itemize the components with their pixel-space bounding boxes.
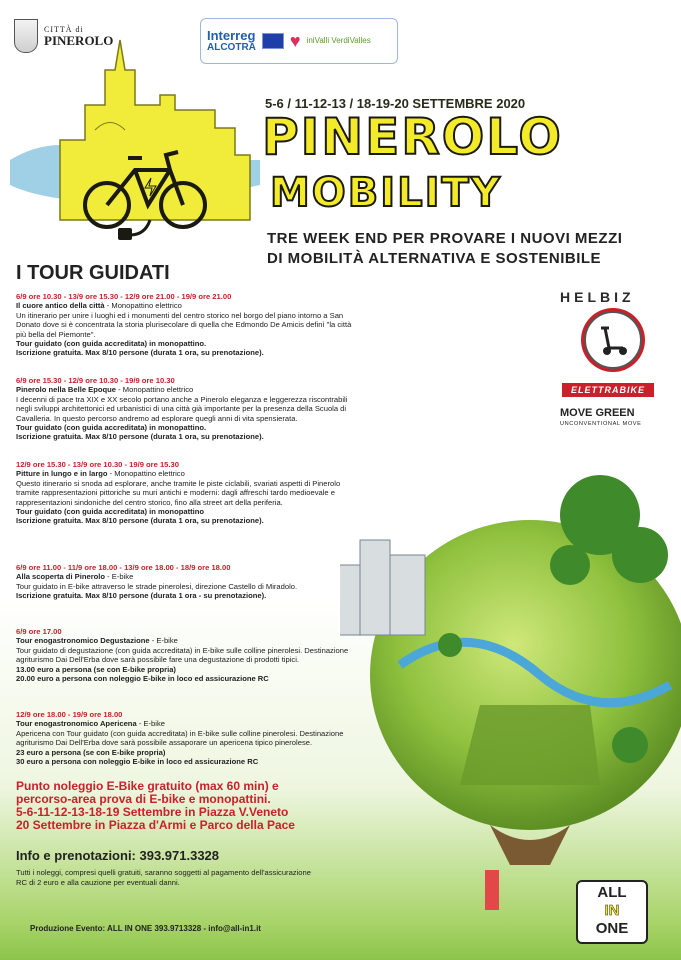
planet-roots (490, 825, 570, 865)
event-subtitle-line-2: DI MOBILITÀ ALTERNATIVA E SOSTENIBILE (267, 250, 602, 267)
stem-stripes (485, 870, 499, 910)
allinone-word-2: IN (604, 902, 620, 919)
scooter-icon (595, 322, 631, 358)
movegreen-label: MOVE GREEN (560, 407, 635, 419)
tour-name: Tour enogastronomico Apericena (16, 719, 137, 729)
tour-description: I decenni di pace tra XIX e XX secolo portano anche a Pinerolo eleganza e leggerezza riscontrabili negli sviluppi architettonici ed urbanistici di una città già importante per la presenza della Scuola di Cavalleria. In questo percorso andremo ad esplorare quegli anni di vita spensierata. (16, 394, 348, 423)
helbiz-logo: HELBIZ (560, 289, 635, 305)
tour-item (16, 292, 356, 358)
rental-line-3: 5-6-11-12-13-18-19 Settembre in Piazza V.Veneto (16, 805, 289, 819)
rental-disclaimer: Tutti i noleggi, compresi quelli gratuiti, saranno soggetti al pagamento dell'assicurazione RC di 2 euro e alla cauzione per eventuali danni. (16, 868, 311, 887)
rental-line-2: percorso-area prova di E-bike e monopattini. (16, 792, 271, 806)
tour-detail-2: Iscrizione gratuita. Max 8/10 persone (durata 1 ora, su prenotazione). (16, 432, 264, 442)
tour-dates: 6/9 ore 17.00 (16, 627, 62, 636)
event-subtitle-line-1: TRE WEEK END PER PROVARE I NUOVI MEZZI (267, 230, 623, 247)
tour-dates: 12/9 ore 15.30 - 13/9 ore 10.30 - 19/9 ore 15.30 (16, 460, 179, 469)
alcotra-label: ALCOTRA (207, 42, 256, 54)
tour-detail-2: Iscrizione gratuita. Max 8/10 persone (durata 1 ora, su prenotazione). (16, 348, 264, 358)
plug-icon (118, 228, 132, 240)
heart-icon: ♥ (289, 30, 301, 51)
rental-line-4: 20 Settembre in Piazza d'Armi e Parco della Pace (16, 818, 295, 832)
tour-detail-1: Tour guidato (con guida accreditata) in monopattino. (16, 423, 207, 433)
tour-name: Pinerolo nella Belle Epoque (16, 385, 117, 395)
vineyard-field (460, 705, 600, 785)
scooter-club-logo (584, 311, 642, 369)
tour-item (16, 627, 356, 683)
tour-name: Alla scoperta di Pinerolo (16, 572, 106, 582)
city-name-label: PINEROLO (44, 32, 114, 48)
tour-vehicle: - E-bike (149, 636, 178, 646)
plug-cable-icon (130, 220, 150, 235)
tour-vehicle: - Monopattino elettrico (116, 385, 194, 395)
tour-item (16, 710, 356, 766)
allinone-word-1: ALL (597, 884, 627, 901)
tour-name: Il cuore antico della città (16, 301, 105, 311)
tour-item (16, 376, 356, 442)
tour-description: Apericena con Tour guidato (con guida accreditata) in E-bike sulle colline pinerolesi. Destinazione agriturismo Dai Dell'Erba dove sarà possibile assaporare un apericena tipico pinerolese. (16, 728, 344, 748)
info-and-booking: Info e prenotazioni: 393.971.3328 (16, 848, 220, 863)
tour-description: Un itinerario per unire i luoghi ed i monumenti del centro storico nel borgo del piano intorno a San Donato dove si è concentrata la storia plurisecolare di quella che Edmondo De Amicis definì "la città più bella del Piemonte". (16, 310, 352, 339)
tour-detail-1: 23 euro a persona (se con E-bike propria) (16, 747, 166, 757)
tour-item (16, 563, 356, 601)
rental-line-1: Punto noleggio E-Bike gratuito (max 60 min) e (16, 779, 279, 793)
tour-description: Tour guidato di degustazione (con guida accreditata) in E-bike sulle colline pinerolesi. Destinazione agriturismo Dai Dell'Erba dove sarà possibile fare una degustazione di prodotti tipici. (16, 645, 349, 665)
tour-detail-2: Iscrizione gratuita. Max 8/10 persone (durata 1 ora, su prenotazione). (16, 516, 264, 526)
city-skyline-illustration (0, 10, 270, 250)
tour-dates: 12/9 ore 18.00 - 19/9 ore 18.00 (16, 710, 123, 719)
city-buildings (340, 540, 425, 635)
tour-item (16, 460, 356, 526)
tour-detail-2: Iscrizione gratuita. Max 8/10 persone (durata 1 ora - su prenotazione). (16, 591, 267, 601)
tour-description: Questo itinerario si snoda ad esplorare, anche tramite le piste ciclabili, svariati aspetti di Pinerolo tramite rappresentazioni pittoriche su muri antichi e moderni: dagli affreschi tardo medioevale e rappresentazioni sindoniche del centro storico, fino alla street art della periferia. (16, 478, 341, 507)
movegreen-logo (560, 408, 670, 430)
interreg-label: Interreg (207, 27, 256, 43)
tour-name: Tour enogastronomico Degustazione (16, 636, 150, 646)
tours-section-heading: I TOUR GUIDATI (16, 262, 170, 284)
event-dates: 5-6 / 11-12-13 / 18-19-20 SETTEMBRE 2020 (265, 96, 526, 111)
tour-dates: 6/9 ore 10.30 - 13/9 ore 15.30 - 12/9 ore 21.00 - 19/9 ore 21.00 (16, 292, 232, 301)
valli-label: iniValli VerdiValles (306, 35, 371, 45)
green-planet-illustration (340, 445, 681, 915)
city-small-label: CITTÀ di (44, 24, 84, 34)
event-producer: Produzione Evento: ALL IN ONE 393.9713328 - info@all-in1.it (30, 924, 261, 933)
tour-vehicle: - E-bike (136, 719, 165, 729)
allinone-word-3: ONE (595, 920, 629, 937)
rental-info (16, 780, 356, 832)
tour-detail-2: 20.00 euro a persona con noleggio E-bike in loco ed assicurazione RC (16, 674, 269, 684)
elettrabike-logo: ELETTRABIKE (562, 383, 654, 397)
tour-description: Tour guidato in E-bike attraverso le strade pinerolesi, direzione Castello di Miradolo. (16, 581, 298, 591)
tour-dates: 6/9 ore 11.00 - 11/9 ore 18.00 - 13/9 ore 18.00 - 18/9 ore 18.00 (16, 563, 231, 572)
tour-detail-1: 13.00 euro a persona (se con E-bike propria) (16, 664, 176, 674)
tour-detail-2: 30 euro a persona con noleggio E-bike in loco ed assicurazione RC (16, 757, 259, 767)
tour-detail-1: Tour guidato (con guida accreditata) in monopattino. (16, 339, 207, 349)
tour-vehicle: - Monopattino elettrico (104, 301, 182, 311)
tour-detail-1: Tour guidato (con guida accreditata) in monopattino (16, 507, 205, 517)
movegreen-tagline: UNCONVENTIONAL MOVE (560, 421, 642, 427)
event-title-line-2: MOBILITY (270, 170, 502, 216)
event-title-line-1: PINEROLO (262, 108, 563, 166)
all-in-one-logo (576, 880, 648, 944)
tour-name: Pitture in lungo e in largo (16, 469, 108, 479)
tour-vehicle: - Monopattino elettrico (107, 469, 185, 479)
tour-vehicle: - E-bike (105, 572, 134, 582)
tour-dates: 6/9 ore 15.30 - 12/9 ore 10.30 - 19/9 ore 10.30 (16, 376, 175, 385)
